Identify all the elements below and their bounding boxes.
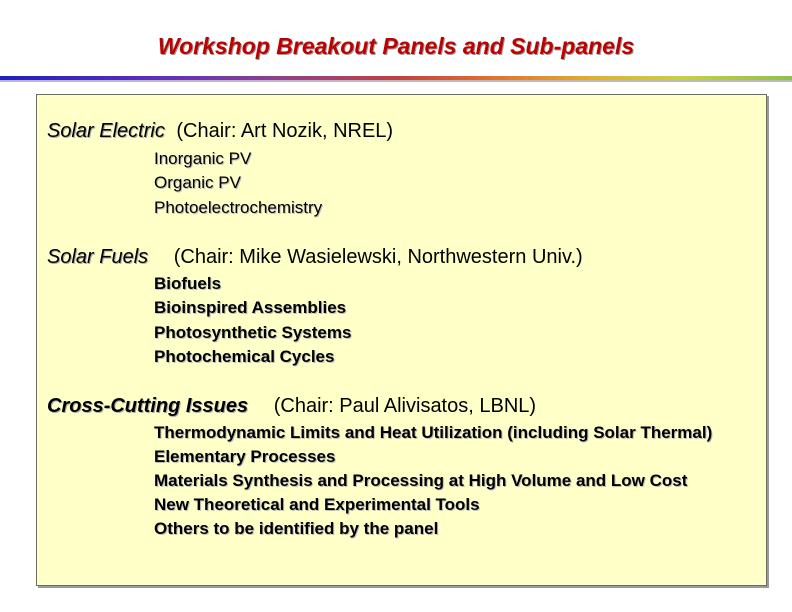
subpanel-item: Photochemical Cycles (154, 346, 335, 366)
subpanel-item: Materials Synthesis and Processing at High Volume and Low Cost (154, 471, 688, 490)
slide-title: Workshop Breakout Panels and Sub-panels (157, 33, 635, 59)
subpanel-item: Photosynthetic Systems (154, 322, 352, 342)
subpanel-list-solar-fuels (154, 272, 351, 369)
panel-heading-solar-electric (47, 120, 393, 143)
panel-chair: (Chair: Mike Wasielewski, Northwestern Univ.) (173, 246, 583, 268)
panel-name: Solar Fuels (47, 246, 149, 268)
panel-heading-cross-cutting (47, 395, 536, 418)
subpanel-item: New Theoretical and Experimental Tools (154, 495, 480, 514)
panel-heading-solar-fuels (47, 246, 583, 269)
panel-chair: (Chair: Paul Alivisatos, LBNL) (273, 395, 537, 417)
subpanel-item: Others to be identified by the panel (154, 519, 439, 538)
panel-name: Solar Electric (47, 120, 165, 142)
panel-chair: (Chair: Art Nozik, NREL) (176, 120, 394, 142)
subpanel-item: Elementary Processes (154, 447, 336, 466)
subpanel-item: Photoelectrochemistry (154, 197, 323, 217)
subpanel-item: Bioinspired Assemblies (154, 298, 347, 318)
subpanel-list-cross-cutting (154, 421, 754, 541)
title-underline-shadow (0, 80, 792, 82)
subpanel-item: Thermodynamic Limits and Heat Utilization (including Solar Thermal) (154, 423, 713, 442)
subpanel-list-solar-electric (154, 147, 322, 220)
panel-name: Cross-Cutting Issues (47, 395, 249, 417)
subpanel-item: Organic PV (154, 173, 241, 193)
subpanel-item: Inorganic PV (154, 149, 252, 168)
subpanel-item: Biofuels (154, 274, 222, 293)
